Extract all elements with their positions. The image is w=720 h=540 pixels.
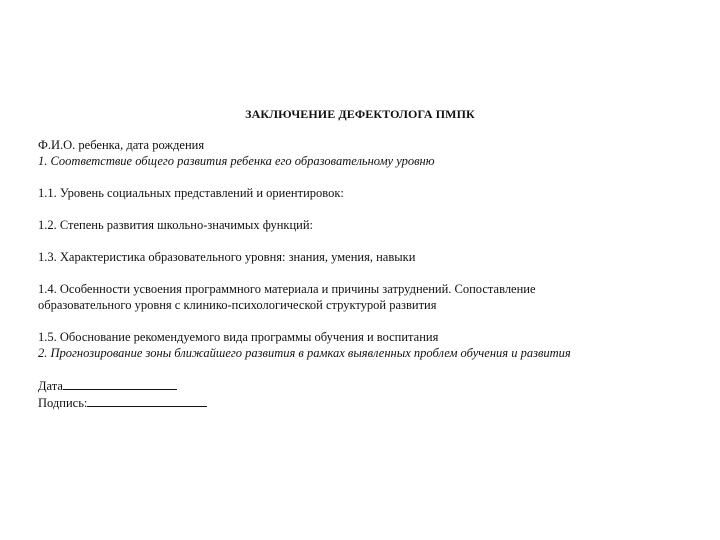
document-body [38, 137, 688, 411]
date-row [38, 377, 688, 394]
item-1-4-line-1: 1.4. Особенности усвоения программного материала и причины затруднений. Сопоставление [38, 282, 536, 296]
document-title: ЗАКЛЮЧЕНИЕ ДЕФЕКТОЛОГА ПМПК [245, 107, 475, 121]
item-1-5: 1.5. Обоснование рекомендуемого вида программы обучения и воспитания [38, 330, 439, 344]
signature-blank-line [87, 394, 207, 407]
item-1-4-line-2: образовательного уровня с клинико-психологической структурой развития [38, 298, 437, 312]
item-1-3: 1.3. Характеристика образовательного уровня: знания, умения, навыки [38, 250, 416, 264]
section-2-heading: 2. Прогнозирование зоны ближайшего развития в рамках выявленных проблем обучения и развития [38, 346, 571, 360]
item-1-2: 1.2. Степень развития школьно-значимых функций: [38, 218, 314, 232]
child-info-line: Ф.И.О. ребенка, дата рождения [38, 138, 205, 152]
signature-label: Подпись: [38, 396, 88, 410]
signature-row [38, 394, 688, 411]
item-1-1: 1.1. Уровень социальных представлений и ориентировок: [38, 186, 344, 200]
date-label: Дата [38, 379, 63, 393]
date-blank-line [63, 377, 177, 390]
section-1-heading: 1. Соответствие общего развития ребенка его образовательному уровню [38, 154, 435, 168]
